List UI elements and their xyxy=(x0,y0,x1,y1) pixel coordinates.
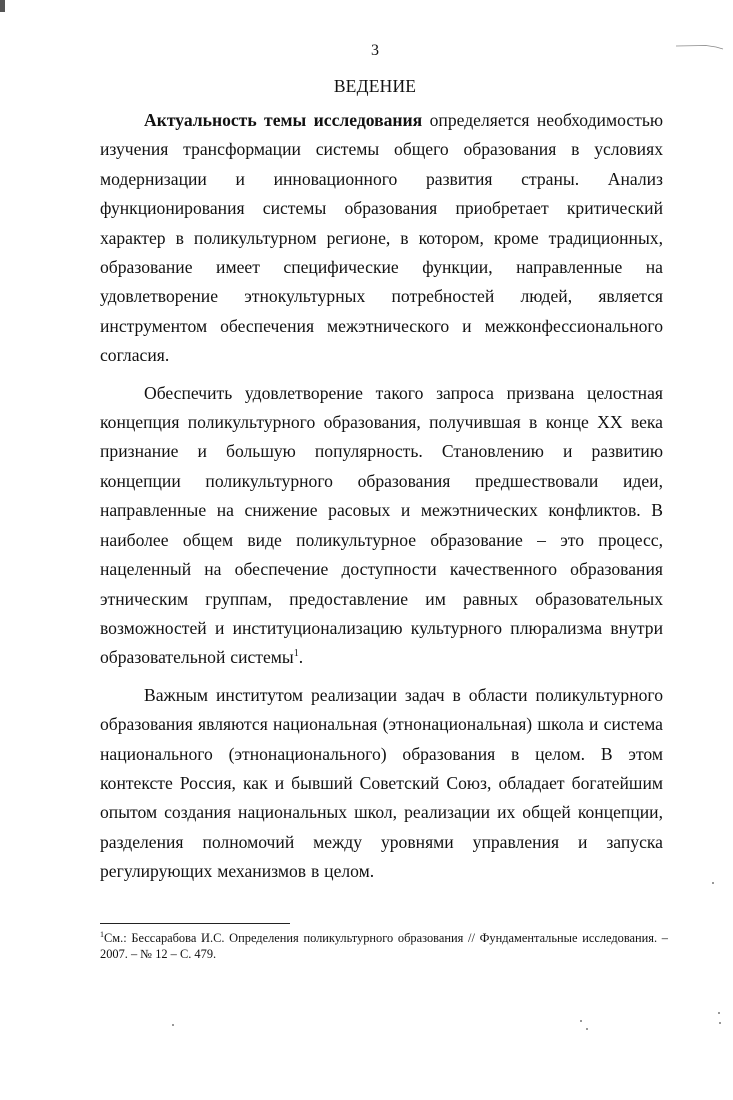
body-text xyxy=(100,106,663,887)
paragraph-multicultural-concept xyxy=(100,379,663,673)
page-title: ВЕДЕНИЕ xyxy=(333,76,417,96)
scan-artifact-dot xyxy=(172,1024,174,1026)
paragraph-multicultural-text: Обеспечить удовлетворение такого запроса призвана целостная концепция поликультурного образования, получившая в конце XX века признание и большую популярность. Становлению и развитию концепции поликультурного образования предшествовали идеи, направленные на снижение расовых и межэтнических конфликтов. В наиболее общем виде поликультурное образование – это процесс, нацеленный на обеспечение доступности качественного образования этническим группам, предоставление им равных образовательных возможностей и институционализацию культурного плюрализма внутри образовательной системы xyxy=(100,382,663,668)
footnote-reference[interactable]: 1 xyxy=(293,648,299,660)
scan-artifact-mark xyxy=(0,0,5,12)
footnote-divider xyxy=(100,923,290,924)
scan-artifact-dot xyxy=(712,882,714,884)
paragraph-national-school-text: Важным институтом реализации задач в области поликультурного образования являются национальная (этнонациональная) школа и система национального (этнонационального) образования в целом. В этом контексте Россия, как и бывший Советский Союз, обладает богатейшим опытом создания национальных школ, реализации их общей концепции, разделения полномочий между уровнями управления и запуска регулирующих механизмов в целом. xyxy=(100,684,663,882)
scan-artifact-dot xyxy=(580,1020,582,1022)
paragraph-end-punctuation: . xyxy=(298,647,304,668)
paragraph-lead-bold: Актуальность темы исследования xyxy=(144,110,423,130)
scan-artifact-dot xyxy=(718,1012,720,1014)
paragraph-relevance xyxy=(100,106,663,371)
footnote-number: 1 xyxy=(100,929,104,939)
footnote xyxy=(100,930,668,962)
footnote-text: См.: Бессарабова И.С. Определения поликультурного образования // Фундаментальные исследования. – 2007. – № 12 – С. 479. xyxy=(100,931,668,961)
paragraph-national-school xyxy=(100,681,663,887)
page-number: 3 xyxy=(371,42,379,59)
paragraph-relevance-text: определяется необходимостью изучения трансформации системы общего образования в условиях модернизации и инновационного развития страны. Анализ функционирования системы образования приобретает критический характер в поликультурном регионе, в котором, кроме традиционных, образование имеет специфические функции, направленные на удовлетворение этнокультурных потребностей людей, является инструментом обеспечения межэтнического и межконфессионального согласия. xyxy=(100,110,663,366)
scan-artifact-dot xyxy=(719,1022,721,1024)
scan-artifact-dot xyxy=(586,1028,588,1030)
